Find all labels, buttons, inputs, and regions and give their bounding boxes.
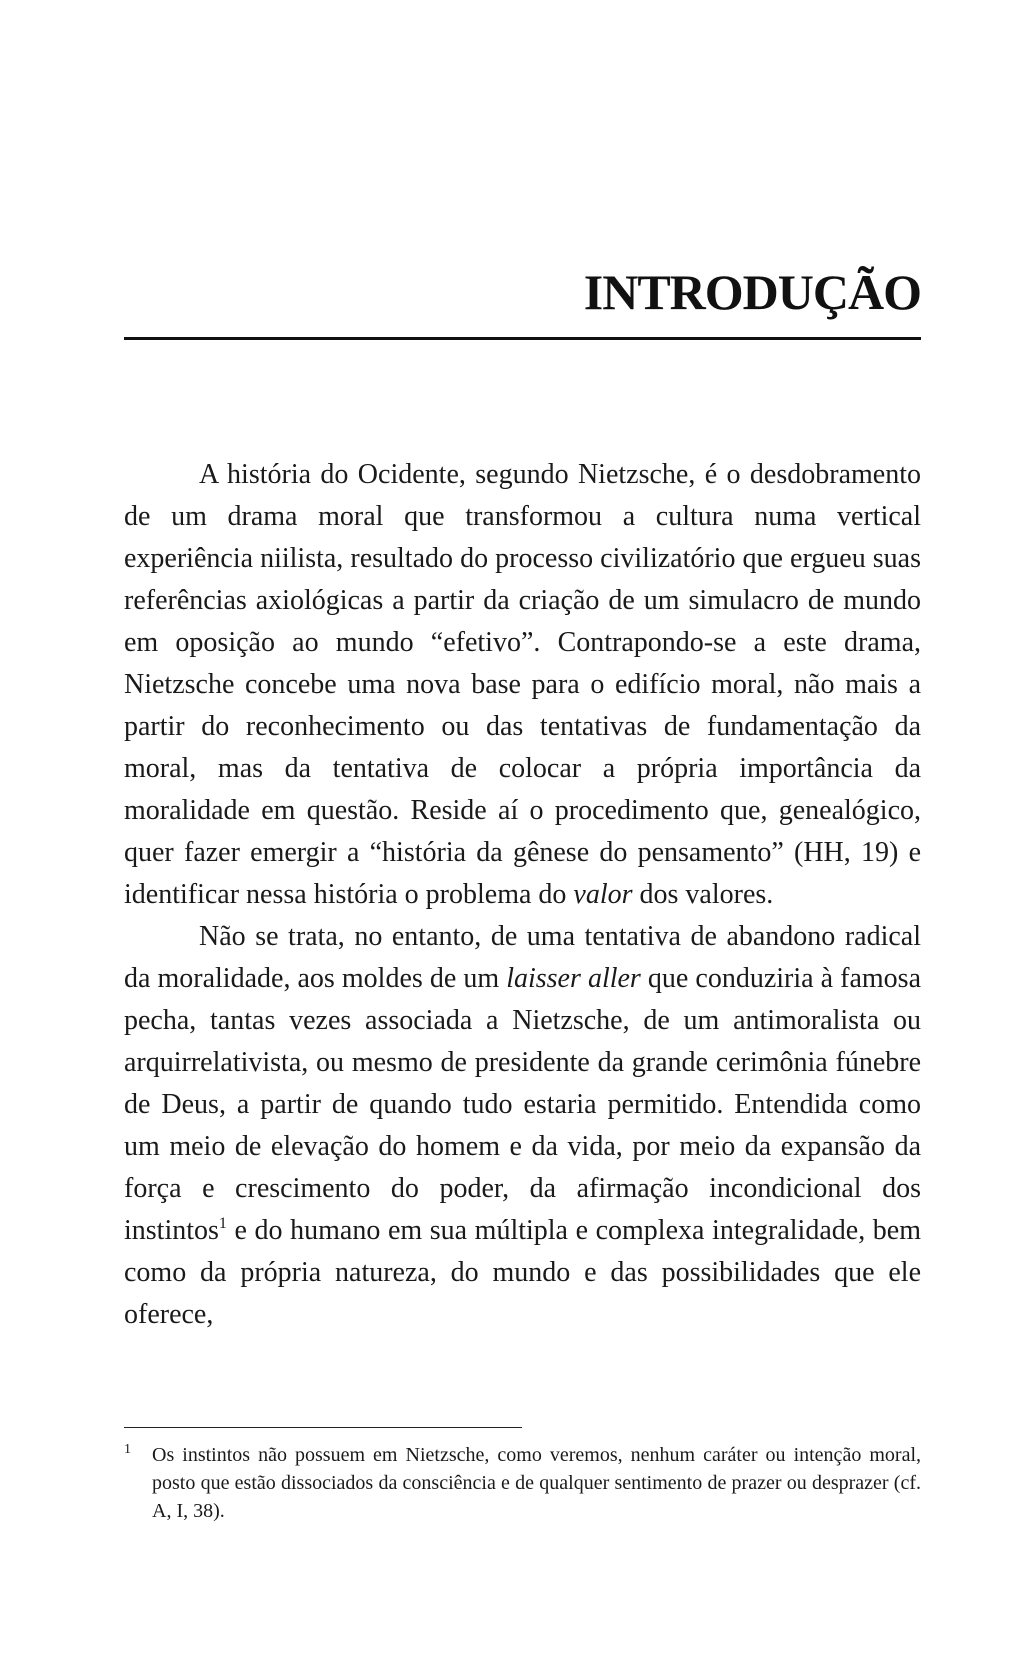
title-rule — [124, 337, 921, 340]
paragraph-1-text-1: A história do Ocidente, segundo Nietzsche, é o desdobramento de um drama moral que transformou a cultura numa vertical experiência niilista, resultado do processo civilizatório que ergueu suas referências axiológicas a partir da criação de um simulacro de mundo em oposição ao mundo “efetivo”. Contrapondo-se a este drama, Nietzsche concebe uma nova base para o edifício moral, não mais a partir do reconhecimento ou das tentativas de fundamentação da moral, mas da tentativa de colocar a própria importância da moralidade em questão. Reside aí o procedimento que, genealógico, quer fazer emergir a “história da gênese do pensamento” (HH, 19) e identificar nessa história o problema do — [124, 459, 921, 910]
body-text — [124, 454, 921, 1336]
footnote-text: Os instintos não possuem em Nietzsche, como veremos, nenhum caráter ou intenção moral, posto que estão dissociados da consciência e de qualquer sentimento de prazer ou desprazer (cf. A, I, 38). — [152, 1444, 921, 1522]
paragraph-1 — [124, 454, 921, 916]
paragraph-2-text-1: Não se trata, no entanto, de uma tentativa de abandono radical da moralidade, aos moldes de um — [124, 921, 921, 994]
footnote-marker: 1 — [124, 1442, 131, 1457]
footnote-1 — [124, 1441, 921, 1525]
paragraph-1-italic-valor: valor — [573, 879, 633, 910]
footnotes — [124, 1441, 921, 1525]
paragraph-2-italic-laisser-aller: laisser aller — [506, 963, 641, 994]
footnote-reference: 1 — [218, 1215, 227, 1232]
paragraph-2-text-3: e do humano em sua múltipla e complexa integralidade, bem como da própria natureza, do mundo e das possibilidades que ele oferece, — [124, 1215, 921, 1330]
paragraph-1-text-2: dos valores. — [632, 879, 774, 910]
footnote-rule — [124, 1427, 522, 1428]
paragraph-2 — [124, 916, 921, 1336]
paragraph-2-text-2: que conduziria à famosa pecha, tantas vezes associada a Nietzsche, de um antimoralista ou arquirrelativista, ou mesmo de presidente da grande cerimônia fúnebre de Deus, a partir de quando tudo estaria permitido. Entendida como um meio de elevação do homem e da vida, por meio da expansão da força e crescimento do poder, da afirmação incondicional dos instintos — [124, 963, 921, 1246]
chapter-title: INTRODUÇÃO — [583, 264, 921, 320]
